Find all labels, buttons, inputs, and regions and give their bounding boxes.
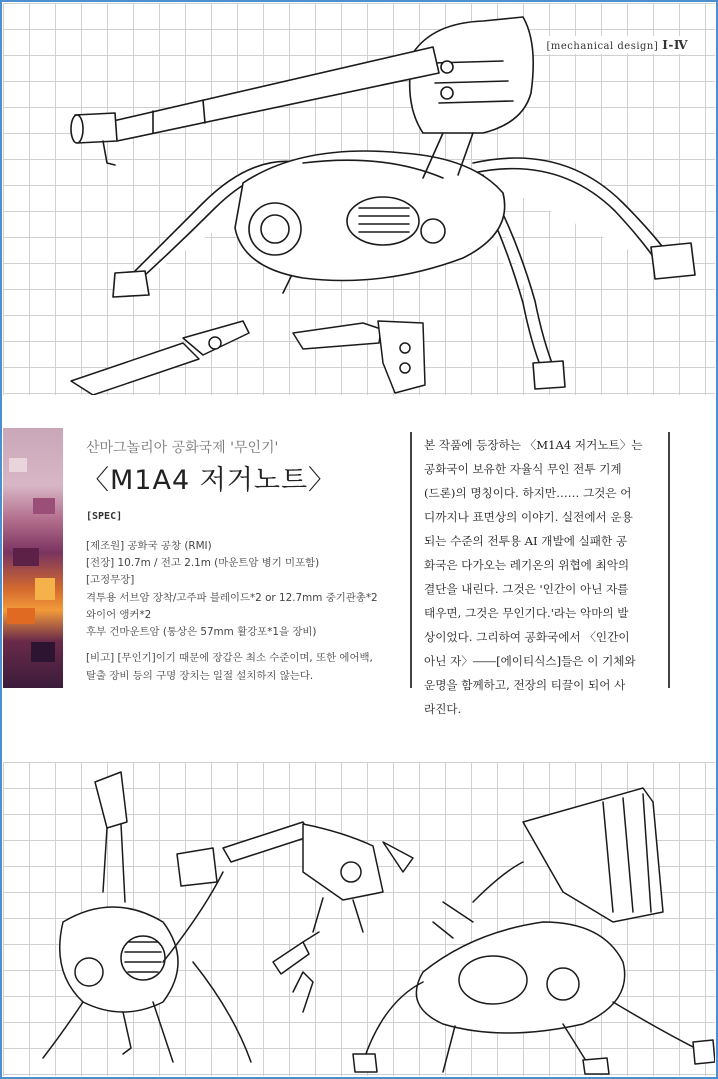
- spec-line: [고정무장]: [86, 574, 135, 587]
- mech-title: 〈M1A4 저거노트〉: [82, 465, 337, 496]
- story-line: 라진다.: [424, 702, 462, 716]
- bottom-sketch-panel: [3, 762, 715, 1076]
- spec-list: [86, 538, 406, 641]
- spec-line: 격투용 서브암 장착/고주파 블레이드*2 or 12.7mm 중기관총*2: [86, 591, 378, 604]
- story-line: 운명을 함께하고, 전장의 티끌이 되어 사: [424, 678, 626, 692]
- story-line: 화국은 다가오는 레기온의 위협에 최악의: [424, 558, 630, 572]
- mech-subtitle: 산마그놀리아 공화국제 '무인기': [86, 440, 279, 456]
- spec-line: 후부 건마운트암 (통상은 57mm 활강포*1을 장비): [86, 626, 317, 639]
- mech-action-sketches: [3, 762, 715, 1076]
- chapter-label: I-Ⅳ: [662, 38, 688, 52]
- section-header: [543, 36, 693, 54]
- column-divider-left: [410, 432, 412, 688]
- story-line: 공화국이 보유한 자율식 무인 전투 기계: [424, 462, 622, 476]
- spec-line: 와이어 앵커*2: [86, 608, 152, 621]
- story-line: 디까지나 표면상의 이야기. 실전에서 운용: [424, 510, 633, 524]
- mech-main-sketch: [3, 3, 715, 395]
- story-line: 상이었다. 그리하여 공화국에서 〈인간이: [424, 630, 630, 644]
- story-line: 아닌 자〉――[에이티식스]들은 이 기체와: [424, 654, 636, 668]
- story-line: 태우면, 그것은 무인기다.'라는 악마의 발: [424, 606, 629, 620]
- story-line: 결단을 내린다. 그것은 '인간이 아닌 자를: [424, 582, 629, 596]
- top-sketch-panel: [3, 3, 715, 395]
- story-line: (드론)의 명칭이다. 하지만…… 그것은 어: [424, 486, 632, 500]
- spec-line: [제조원] 공화국 공창 (RMI): [86, 540, 212, 552]
- spec-label: [SPEC]: [86, 511, 123, 522]
- note-line: 탈출 장비 등의 구명 장치는 일절 설치하지 않는다.: [86, 670, 314, 682]
- story-paragraph: [424, 433, 662, 721]
- story-line: 본 작품에 등장하는 〈M1A4 저거노트〉는: [424, 438, 643, 452]
- color-artwork-strip: [3, 428, 63, 688]
- column-divider-right: [668, 432, 670, 688]
- story-line: 되는 수준의 전투용 AI 개발에 실패한 공: [424, 534, 628, 548]
- spec-line: [전장] 10.7m / 전고 2.1m (마운트암 병기 미포함): [86, 557, 320, 570]
- section-label: [mechanical design]: [546, 41, 659, 52]
- note-line: [비고] [무인기]이기 때문에 장갑은 최소 수준이며, 또한 에어백,: [86, 652, 373, 664]
- spec-note: [86, 649, 406, 685]
